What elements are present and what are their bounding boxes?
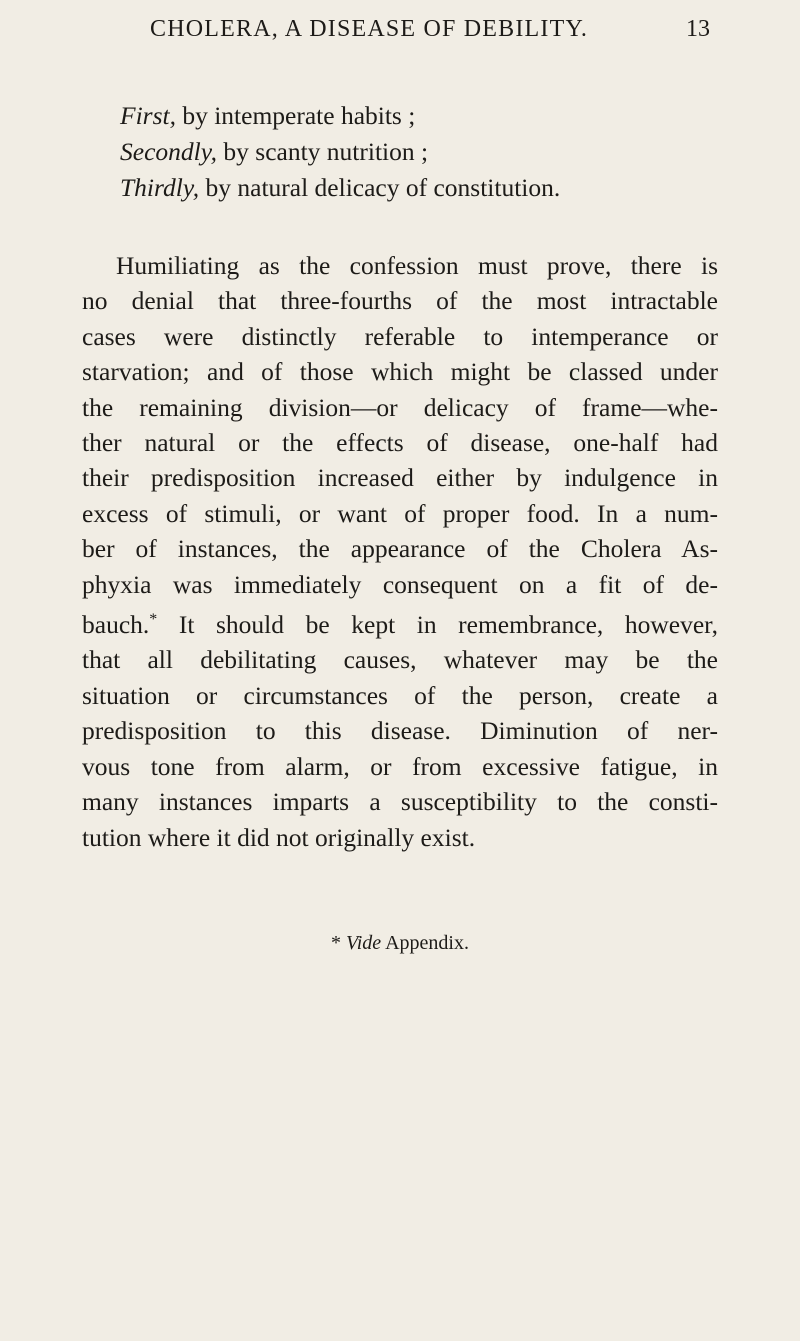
text-line: excess of stimuli, or want of proper food. In a num-	[82, 498, 718, 528]
footnote	[0, 932, 800, 955]
footnote-vide: Vide	[346, 932, 382, 954]
text-fragment: bauch.	[82, 610, 150, 640]
text-line: no denial that three-fourths of the most intractable	[82, 286, 718, 316]
cause-second	[120, 134, 720, 170]
footnote-text: Appendix.	[381, 932, 469, 954]
cause-text: by scanty nutrition ;	[217, 137, 429, 166]
footnote-reference: *	[149, 611, 158, 629]
cause-text: by natural delicacy of constitution.	[199, 173, 561, 202]
page-number: 13	[686, 16, 710, 42]
footnote-marker: *	[331, 932, 342, 954]
text-line: cases were distinctly referable to intemperance or	[82, 321, 718, 351]
text-fragment: It should be kept in remembrance, however,	[157, 610, 718, 640]
text-line: starvation; and of those which might be classed under	[82, 357, 718, 387]
page-header	[150, 10, 710, 50]
text-line-with-footnote	[82, 602, 718, 642]
running-head: CHOLERA, A DISEASE OF DEBILITY.	[150, 16, 589, 42]
text-line: situation or circumstances of the person, create a	[82, 680, 718, 710]
text-line: that all debilitating causes, whatever may be the	[82, 645, 718, 675]
cause-first	[120, 98, 720, 134]
cause-third	[120, 170, 720, 206]
text-line: many instances imparts a susceptibility to the consti-	[82, 787, 718, 817]
cause-text: by intemperate habits ;	[175, 101, 416, 130]
text-line: Humiliating as the confession must prove, there is	[116, 251, 718, 280]
body-paragraph	[82, 248, 718, 855]
text-line: tution where it did not originally exist.	[82, 822, 476, 852]
text-line: phyxia was immediately consequent on a fit of de-	[82, 569, 718, 599]
text-line: predisposition to this disease. Diminution of ner-	[82, 716, 718, 746]
cause-ordinal: First,	[120, 101, 176, 130]
cause-ordinal: Thirdly,	[120, 173, 200, 202]
causes-list	[120, 98, 720, 206]
text-line: ber of instances, the appearance of the Cholera As-	[82, 534, 718, 564]
text-line: the remaining division—or delicacy of frame—whe-	[82, 392, 718, 422]
text-line: their predisposition increased either by indulgence in	[82, 463, 718, 493]
text-line: vous tone from alarm, or from excessive fatigue, in	[82, 751, 718, 781]
text-line: ther natural or the effects of disease, one-half had	[82, 428, 718, 458]
cause-ordinal: Secondly,	[120, 137, 218, 166]
